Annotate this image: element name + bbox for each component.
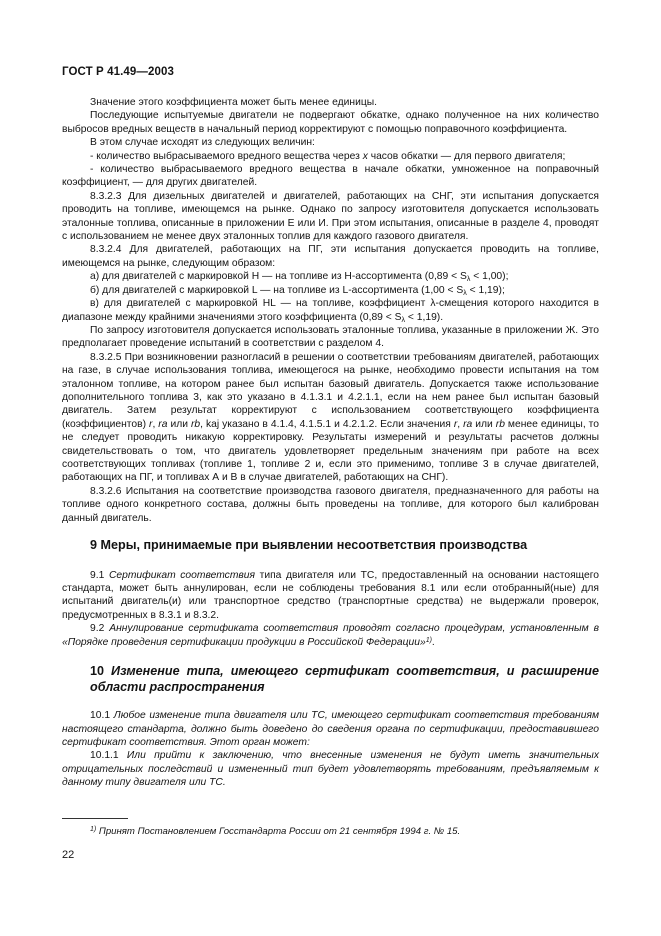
paragraph: 10.1.1 Или прийти к заключению, что внесенные изменения не будут иметь значительных отрицательных последствий и измененный тип будет удовлетворять требованиям, предъявляемым к данному типу двигателя или ТС. <box>62 750 599 789</box>
paragraph: По запросу изготовителя допускается использовать эталонные топлива, указанные в приложении Ж. Это предполагает проведение испытаний в соответствии с разделом 4. <box>62 324 599 350</box>
section-heading-9: 9 Меры, принимаемые при выявлении несоответствия производства <box>90 538 528 552</box>
footnote-divider <box>62 818 128 819</box>
list-item: - количество выбрасываемого вредного вещества в начале обкатки, умноженное на поправочный коэффициент, — для других двигателей. <box>62 164 599 189</box>
list-item: б) для двигателей с маркировкой L — на топливе из L-ассортимента $(1,00 < S_\lambda < 1,19)$; <box>90 284 505 297</box>
paragraph: 8.3.2.3 Для дизельных двигателей и двигателей, работающих на СНГ, эти испытания допускается проводить на топливе, имеющемся на рынке. Однако по запросу изготовителя допускается использовать эталонные топлива, описанные в приложении Е или И. При этом испытания, описанные в разделе 4, проводят с использованием не менее двух эталонных топлив для каждого газового двигателя. <box>62 190 599 243</box>
document-body <box>62 96 599 790</box>
list-item: - количество выбрасываемого вредного вещества через x часов обкатки — для первого двигателя; <box>90 150 566 162</box>
page-number: 22 <box>62 849 75 861</box>
list-item: а) для двигателей с маркировкой Н — на топливе из Н-ассортимента $(0,89 < S_\lambda < 1,00)$; <box>90 271 509 284</box>
paragraph: Значение этого коэффициента может быть менее единицы. <box>90 97 377 108</box>
document-header: ГОСТ Р 41.49—2003 <box>62 66 174 78</box>
paragraph: 8.3.2.4 Для двигателей, работающих на ПГ, эти испытания допускается проводить на топливе, имеющемся на рынке, следующим образом: <box>62 244 599 269</box>
paragraph: 9.1 Сертификат соответствия типа двигателя или ТС, предоставленный на основании настоящего стандарта, может быть аннулирован, если не соблюдены требования 8.1 или если отобранный(ные) для испытаний двигатель(и) или транспортное средство (транспортные средства) не выдержали проверок, предусмотренных в 8.3.1 и 8.3.2. <box>62 569 599 621</box>
paragraph: В этом случае исходят из следующих величин: <box>90 137 315 149</box>
footnote: $^{1)}$ Принят Постановлением Госстандарта России от 21 сентября 1994 г. № 15. <box>90 826 461 837</box>
paragraph: 10.1 Любое изменение типа двигателя или ТС, имеющего сертификат соответствия требованиям настоящего стандарта, должно быть доведено до сведения органа по сертификации, предоставившего сертификат соответствия. Этот орган может: <box>62 710 600 749</box>
paragraph: 8.3.2.5 При возникновении разногласий в решении о соответствии требованиям двигателей, работающих на газе, в случае использования топлива, имеющегося на рынке, необходимо провести испытания на том эталонном топливе, на котором ранее был испытан базовый двигатель. Допускается также использование дополнительного топлива 3, как это указано в 4.1.3.1 и 4.2.1.1, если на нем ранее был испытан базовый двигатель. Затем результат корректируют с использованием соответствующего коэффициента (коэффициентов) r, ra или rb, kaj указано в 4.1.4, 4.1.5.1 и 4.2.1.2. Если значения r, ra или rb менее единицы, то не следует проводить никакую корректировку. Результаты измерений и результаты расчетов должны свидетельствовать о том, что двигатель удовлетворяет предельным значениям при работе на всех соответствующих топливах (топливе 1, топливе 2 и, если это применимо, топливе 3 в случае двигателей, работающих на ПГ, и топливах А и В в случае двигателей, работающих на СНГ). <box>62 351 600 484</box>
paragraph: Последующие испытуемые двигатели не подвергают обкатке, однако полученное на них количество выбросов вредных веществ в начальный период корректируют с помощью поправочного коэффициента. <box>62 110 599 135</box>
list-item: в) для двигателей с маркировкой HL — на топливе, коэффициент λ-смещения которого находится в диапазоне между крайними значениями этого коэффициента $(0,89 < S_\lambda < 1,19)$. <box>62 298 599 324</box>
paragraph: 8.3.2.6 Испытания на соответствие производства газового двигателя, предназначенного для работы на топливе одного конкретного состава, должны быть проведены на топливе, для которого был калиброван данный двигатель. <box>62 485 599 524</box>
footnote-ref: 1) <box>425 636 432 644</box>
paragraph: 9.2 Аннулирование сертификата соответствия проводят согласно процедурам, установленным в «Порядке проведения сертификации продукции в Российской Федерации»$^{1)}$. <box>62 623 599 648</box>
section-heading-10: 10 Изменение типа, имеющего сертификат соответствия, и расширение области распространения <box>90 664 599 694</box>
